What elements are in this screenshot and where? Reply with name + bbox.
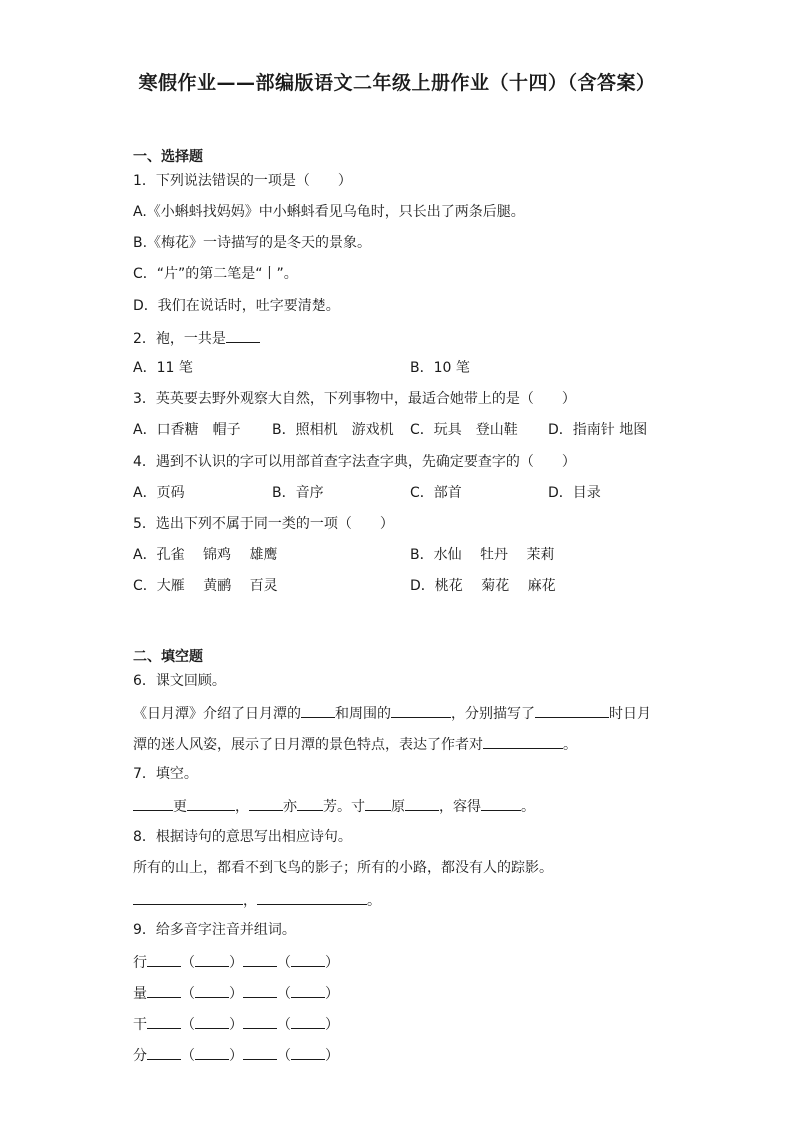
bracket: ） bbox=[229, 955, 243, 971]
bracket: ） bbox=[325, 1048, 339, 1064]
question-5-option-c: C．大雁 黄鹂 百灵 bbox=[133, 578, 278, 594]
answer-blank bbox=[291, 983, 325, 998]
bracket: ） bbox=[229, 986, 243, 1002]
question-2 bbox=[133, 328, 260, 348]
question-1-option-d: D．我们在说话时，吐字要清楚。 bbox=[133, 298, 340, 314]
question-6-line-1 bbox=[133, 703, 651, 723]
section-choice-heading: 一、选择题 bbox=[133, 149, 203, 165]
polyphone-row bbox=[133, 1045, 339, 1065]
answer-blank bbox=[195, 1014, 229, 1029]
question-9: 9．给多音字注音并组词。 bbox=[133, 922, 296, 938]
answer-blank bbox=[391, 703, 451, 718]
polyphone-row bbox=[133, 952, 339, 972]
answer-blank bbox=[365, 796, 391, 811]
answer-blank bbox=[483, 734, 563, 749]
question-2-option-a: A．11 笔 bbox=[133, 360, 193, 376]
question-4-option-b: B．音序 bbox=[272, 485, 324, 501]
bracket: ） bbox=[325, 955, 339, 971]
answer-blank bbox=[226, 328, 260, 343]
question-7-line bbox=[133, 796, 535, 816]
answer-blank bbox=[133, 890, 243, 905]
bracket: （ bbox=[181, 955, 195, 971]
answer-blank bbox=[291, 952, 325, 967]
polyphone-row bbox=[133, 983, 339, 1003]
answer-blank bbox=[249, 796, 283, 811]
bracket: （ bbox=[277, 1048, 291, 1064]
bracket: （ bbox=[181, 986, 195, 1002]
question-7-text: 。 bbox=[521, 799, 535, 815]
question-6-text: ，分别描写了 bbox=[451, 706, 535, 722]
answer-blank bbox=[535, 703, 609, 718]
question-6: 6．课文回顾。 bbox=[133, 673, 226, 689]
polyphone-char: 分 bbox=[133, 1048, 147, 1064]
bracket: （ bbox=[277, 986, 291, 1002]
question-5-option-a: A．孔雀 锦鸡 雄鹰 bbox=[133, 547, 278, 563]
question-3-option-c: C．玩具 登山鞋 bbox=[410, 422, 518, 438]
question-7-text: 亦 bbox=[283, 799, 297, 815]
answer-blank bbox=[243, 1014, 277, 1029]
question-4-option-d: D．目录 bbox=[548, 485, 601, 501]
question-2-text: 2．袍，一共是 bbox=[133, 331, 226, 347]
polyphone-char: 干 bbox=[133, 1017, 147, 1033]
question-7-text: 芳。寸 bbox=[323, 799, 365, 815]
question-5-option-b: B．水仙 牡丹 茉莉 bbox=[410, 547, 555, 563]
page-title: 寒假作业——部编版语文二年级上册作业（十四）（含答案） bbox=[138, 72, 656, 94]
question-7-text: ， bbox=[235, 799, 249, 815]
answer-blank bbox=[147, 952, 181, 967]
question-3-option-a: A．口香糖 帽子 bbox=[133, 422, 241, 438]
answer-blank bbox=[133, 796, 173, 811]
question-3-option-b: B．照相机 游戏机 bbox=[272, 422, 394, 438]
section-fill-heading: 二、填空题 bbox=[133, 649, 203, 665]
question-1-option-a: A.《小蝌蚪找妈妈》中小蝌蚪看见乌龟时，只长出了两条后腿。 bbox=[133, 204, 525, 220]
answer-blank bbox=[243, 983, 277, 998]
bracket: ） bbox=[325, 986, 339, 1002]
question-7-text: ，容得 bbox=[439, 799, 481, 815]
answer-blank bbox=[291, 1014, 325, 1029]
answer-blank bbox=[257, 890, 367, 905]
bracket: （ bbox=[277, 1017, 291, 1033]
answer-blank bbox=[481, 796, 521, 811]
question-3-option-d: D．指南针 地图 bbox=[548, 422, 648, 438]
polyphone-char: 量 bbox=[133, 986, 147, 1002]
question-6-text: 和周围的 bbox=[335, 706, 391, 722]
question-4: 4．遇到不认识的字可以用部首查字法查字典，先确定要查字的（ ） bbox=[133, 454, 576, 470]
bracket: （ bbox=[181, 1017, 195, 1033]
question-8-text: 。 bbox=[367, 893, 381, 909]
answer-blank bbox=[301, 703, 335, 718]
question-6-text: 潭的迷人风姿，展示了日月潭的景色特点，表达了作者对 bbox=[133, 737, 483, 753]
polyphone-row bbox=[133, 1014, 339, 1034]
answer-blank bbox=[147, 1014, 181, 1029]
answer-blank bbox=[291, 1045, 325, 1060]
question-5-option-d: D．桃花 菊花 麻花 bbox=[410, 578, 556, 594]
answer-blank bbox=[195, 952, 229, 967]
question-7-text: 更 bbox=[173, 799, 187, 815]
bracket: ） bbox=[325, 1017, 339, 1033]
question-4-option-c: C．部首 bbox=[410, 485, 462, 501]
answer-blank bbox=[297, 796, 323, 811]
question-6-text: 。 bbox=[563, 737, 577, 753]
answer-blank bbox=[195, 1045, 229, 1060]
answer-blank bbox=[187, 796, 235, 811]
answer-blank bbox=[405, 796, 439, 811]
question-1-option-c: C．“片”的第二笔是“丨”。 bbox=[133, 266, 298, 282]
question-5: 5．选出下列不属于同一类的一项（ ） bbox=[133, 516, 394, 532]
question-8-text: ， bbox=[243, 893, 257, 909]
question-4-option-a: A．页码 bbox=[133, 485, 185, 501]
question-1-option-b: B.《梅花》一诗描写的是冬天的景象。 bbox=[133, 235, 372, 251]
bracket: ） bbox=[229, 1048, 243, 1064]
question-6-text: 时日月 bbox=[609, 706, 651, 722]
question-7-text: 原 bbox=[391, 799, 405, 815]
question-8: 8．根据诗句的意思写出相应诗句。 bbox=[133, 829, 352, 845]
question-8-meaning: 所有的山上，都看不到飞鸟的影子；所有的小路，都没有人的踪影。 bbox=[133, 860, 553, 876]
bracket: （ bbox=[277, 955, 291, 971]
question-2-option-b: B．10 笔 bbox=[410, 360, 470, 376]
answer-blank bbox=[147, 983, 181, 998]
answer-blank bbox=[147, 1045, 181, 1060]
question-3: 3．英英要去野外观察大自然，下列事物中，最适合她带上的是（ ） bbox=[133, 391, 576, 407]
question-6-line-2 bbox=[133, 734, 577, 754]
bracket: （ bbox=[181, 1048, 195, 1064]
question-6-text: 《日月潭》介绍了日月潭的 bbox=[133, 706, 301, 722]
question-7: 7．填空。 bbox=[133, 766, 198, 782]
answer-blank bbox=[243, 952, 277, 967]
answer-blank bbox=[243, 1045, 277, 1060]
bracket: ） bbox=[229, 1017, 243, 1033]
question-8-answer-line bbox=[133, 890, 381, 910]
question-1: 1．下列说法错误的一项是（ ） bbox=[133, 173, 352, 189]
answer-blank bbox=[195, 983, 229, 998]
polyphone-char: 行 bbox=[133, 955, 147, 971]
